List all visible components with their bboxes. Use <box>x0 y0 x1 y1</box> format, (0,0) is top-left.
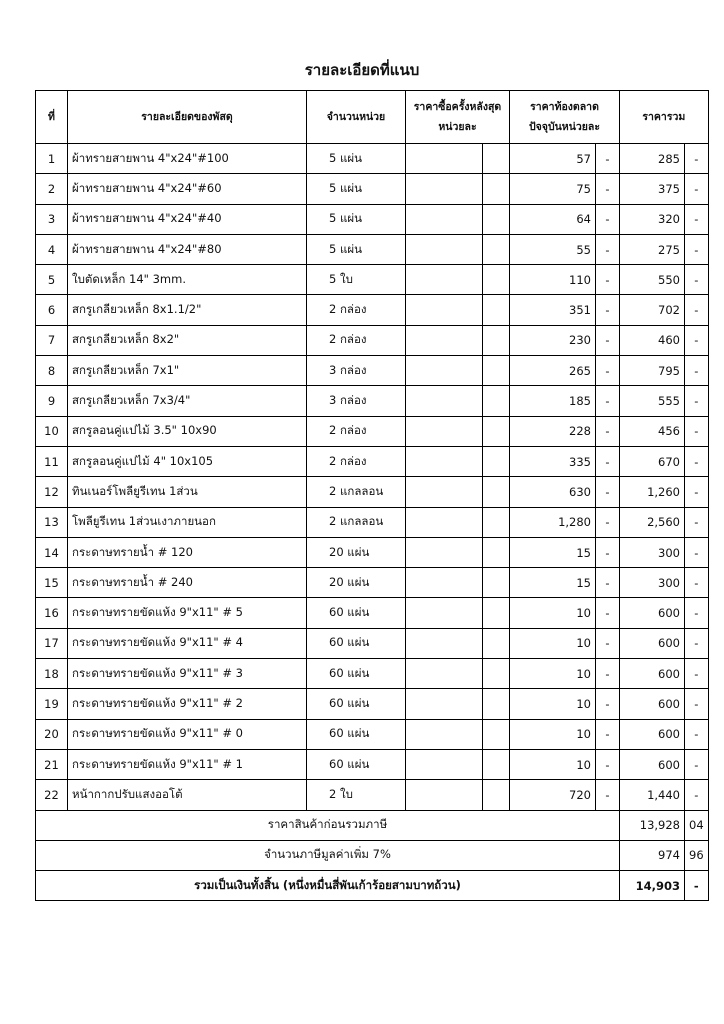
total-price: 375 <box>620 174 685 204</box>
item-description: สกรูเกลียวเหล็ก 7x3/4" <box>68 386 307 416</box>
market-price: 10 <box>510 659 596 689</box>
total-price-decimal: - <box>685 416 709 446</box>
market-price-decimal: - <box>596 234 620 264</box>
grand-total-row <box>36 871 709 901</box>
market-price: 110 <box>510 265 596 295</box>
total-price-decimal: - <box>685 568 709 598</box>
total-price-decimal: - <box>685 719 709 749</box>
total-price: 600 <box>620 749 685 779</box>
market-price-decimal: - <box>596 749 620 779</box>
total-price-decimal: - <box>685 537 709 567</box>
table-row <box>36 174 709 204</box>
market-price-decimal: - <box>596 628 620 658</box>
row-number: 18 <box>36 659 68 689</box>
last-price-cell <box>406 507 483 537</box>
market-price-decimal: - <box>596 325 620 355</box>
row-number: 9 <box>36 386 68 416</box>
page-title: รายละเอียดที่แนบ <box>304 61 420 79</box>
row-number: 22 <box>36 780 68 810</box>
table-row <box>36 568 709 598</box>
last-price-decimal <box>483 174 510 204</box>
table-row <box>36 477 709 507</box>
market-price: 75 <box>510 174 596 204</box>
item-description: หน้ากากปรับแสงออโต้ <box>68 780 307 810</box>
table-row <box>36 780 709 810</box>
item-quantity: 60 แผ่น <box>307 689 406 719</box>
last-price-cell <box>406 386 483 416</box>
item-description: ใบตัดเหล็ก 14" 3mm. <box>68 265 307 295</box>
item-quantity: 5 ใบ <box>307 265 406 295</box>
market-price: 265 <box>510 356 596 386</box>
item-quantity: 5 แผ่น <box>307 204 406 234</box>
total-price-decimal: - <box>685 749 709 779</box>
market-price: 55 <box>510 234 596 264</box>
table-row <box>36 749 709 779</box>
last-price-cell <box>406 659 483 689</box>
subtotal-label: ราคาสินค้าก่อนรวมภาษี <box>36 810 620 840</box>
row-number: 4 <box>36 234 68 264</box>
last-price-decimal <box>483 689 510 719</box>
item-quantity: 2 กล่อง <box>307 295 406 325</box>
market-price: 10 <box>510 628 596 658</box>
market-price: 351 <box>510 295 596 325</box>
item-description: สกรูลอนคู่แปไม้ 3.5" 10x90 <box>68 416 307 446</box>
vat-decimal: 96 <box>685 840 709 870</box>
row-number: 20 <box>36 719 68 749</box>
total-price-decimal: - <box>685 446 709 476</box>
item-quantity: 20 แผ่น <box>307 537 406 567</box>
last-price-cell <box>406 598 483 628</box>
item-quantity: 60 แผ่น <box>307 719 406 749</box>
table-row <box>36 446 709 476</box>
table-header-row <box>36 91 709 144</box>
row-number: 13 <box>36 507 68 537</box>
market-price: 335 <box>510 446 596 476</box>
item-description: สกรูลอนคู่แปไม้ 4" 10x105 <box>68 446 307 476</box>
table-row <box>36 628 709 658</box>
market-price: 720 <box>510 780 596 810</box>
last-price-decimal <box>483 749 510 779</box>
item-description: สกรูเกลียวเหล็ก 8x2" <box>68 325 307 355</box>
table-row <box>36 204 709 234</box>
total-price-decimal: - <box>685 507 709 537</box>
last-price-cell <box>406 265 483 295</box>
item-quantity: 2 กล่อง <box>307 325 406 355</box>
market-price-decimal: - <box>596 265 620 295</box>
row-number: 12 <box>36 477 68 507</box>
market-price: 10 <box>510 749 596 779</box>
total-price-decimal: - <box>685 174 709 204</box>
market-price-decimal: - <box>596 507 620 537</box>
header-description: รายละเอียดของพัสดุ <box>68 91 307 144</box>
last-price-cell <box>406 749 483 779</box>
row-number: 7 <box>36 325 68 355</box>
item-quantity: 60 แผ่น <box>307 659 406 689</box>
row-number: 3 <box>36 204 68 234</box>
header-quantity: จำนวนหน่วย <box>307 91 406 144</box>
last-price-decimal <box>483 507 510 537</box>
item-quantity: 60 แผ่น <box>307 628 406 658</box>
total-price: 795 <box>620 356 685 386</box>
market-price: 10 <box>510 689 596 719</box>
table-row <box>36 144 709 174</box>
row-number: 8 <box>36 356 68 386</box>
table-row <box>36 416 709 446</box>
grand-total-value: 14,903 <box>620 871 685 901</box>
last-price-cell <box>406 537 483 567</box>
items-table <box>35 90 709 901</box>
market-price-decimal: - <box>596 416 620 446</box>
row-number: 14 <box>36 537 68 567</box>
last-price-decimal <box>483 628 510 658</box>
item-description: ผ้าทรายสายพาน 4"x24"#40 <box>68 204 307 234</box>
item-quantity: 3 กล่อง <box>307 356 406 386</box>
market-price-decimal: - <box>596 446 620 476</box>
last-price-cell <box>406 204 483 234</box>
market-price-decimal: - <box>596 719 620 749</box>
market-price: 10 <box>510 598 596 628</box>
row-number: 11 <box>36 446 68 476</box>
item-description: กระดาษทรายน้ำ # 240 <box>68 568 307 598</box>
last-price-decimal <box>483 446 510 476</box>
table-body <box>36 144 709 811</box>
market-price: 57 <box>510 144 596 174</box>
last-price-decimal <box>483 568 510 598</box>
market-price: 630 <box>510 477 596 507</box>
market-price: 230 <box>510 325 596 355</box>
total-price-decimal: - <box>685 265 709 295</box>
last-price-decimal <box>483 537 510 567</box>
item-description: กระดาษทรายขัดแห้ง 9"x11" # 1 <box>68 749 307 779</box>
last-price-decimal <box>483 325 510 355</box>
last-price-cell <box>406 477 483 507</box>
total-price: 1,260 <box>620 477 685 507</box>
item-quantity: 2 ใบ <box>307 780 406 810</box>
total-price-decimal: - <box>685 598 709 628</box>
last-price-cell <box>406 234 483 264</box>
last-price-decimal <box>483 234 510 264</box>
header-market-price: ราคาท้องตลาด ปัจจุบันหน่วยละ <box>510 91 620 144</box>
market-price-decimal: - <box>596 295 620 325</box>
last-price-decimal <box>483 780 510 810</box>
subtotal-value: 13,928 <box>620 810 685 840</box>
market-price: 10 <box>510 719 596 749</box>
total-price-decimal: - <box>685 659 709 689</box>
item-quantity: 2 กล่อง <box>307 446 406 476</box>
row-number: 16 <box>36 598 68 628</box>
total-price: 275 <box>620 234 685 264</box>
total-price-decimal: - <box>685 144 709 174</box>
item-description: กระดาษทรายขัดแห้ง 9"x11" # 3 <box>68 659 307 689</box>
market-price-decimal: - <box>596 780 620 810</box>
last-price-decimal <box>483 386 510 416</box>
header-last-price: ราคาซื้อครั้งหลังสุด หน่วยละ <box>406 91 510 144</box>
market-price: 15 <box>510 537 596 567</box>
last-price-cell <box>406 446 483 476</box>
item-quantity: 20 แผ่น <box>307 568 406 598</box>
item-description: กระดาษทรายขัดแห้ง 9"x11" # 0 <box>68 719 307 749</box>
row-number: 2 <box>36 174 68 204</box>
table-row <box>36 537 709 567</box>
total-price: 600 <box>620 689 685 719</box>
last-price-decimal <box>483 265 510 295</box>
market-price-decimal: - <box>596 689 620 719</box>
market-price-decimal: - <box>596 537 620 567</box>
table-row <box>36 659 709 689</box>
market-price-decimal: - <box>596 204 620 234</box>
table-row <box>36 386 709 416</box>
market-price-decimal: - <box>596 174 620 204</box>
row-number: 19 <box>36 689 68 719</box>
total-price: 285 <box>620 144 685 174</box>
total-price-decimal: - <box>685 689 709 719</box>
last-price-decimal <box>483 659 510 689</box>
row-number: 1 <box>36 144 68 174</box>
item-quantity: 3 กล่อง <box>307 386 406 416</box>
total-price: 702 <box>620 295 685 325</box>
grand-total-label: รวมเป็นเงินทั้งสิ้น (หนึ่งหมื่นสี่พันเก้าร้อยสามบาทถ้วน) <box>36 871 620 901</box>
item-description: กระดาษทรายขัดแห้ง 9"x11" # 2 <box>68 689 307 719</box>
row-number: 6 <box>36 295 68 325</box>
total-price-decimal: - <box>685 386 709 416</box>
subtotal-row <box>36 810 709 840</box>
item-quantity: 5 แผ่น <box>307 144 406 174</box>
item-quantity: 60 แผ่น <box>307 749 406 779</box>
table-row <box>36 719 709 749</box>
total-price-decimal: - <box>685 325 709 355</box>
last-price-cell <box>406 174 483 204</box>
last-price-decimal <box>483 144 510 174</box>
table-row <box>36 295 709 325</box>
market-price: 64 <box>510 204 596 234</box>
total-price: 456 <box>620 416 685 446</box>
market-price-decimal: - <box>596 477 620 507</box>
header-no: ที่ <box>36 91 68 144</box>
total-price: 670 <box>620 446 685 476</box>
total-price: 300 <box>620 537 685 567</box>
total-price: 550 <box>620 265 685 295</box>
market-price-decimal: - <box>596 356 620 386</box>
vat-value: 974 <box>620 840 685 870</box>
item-quantity: 2 กล่อง <box>307 416 406 446</box>
item-quantity: 5 แผ่น <box>307 174 406 204</box>
table-row <box>36 356 709 386</box>
item-description: โพลียูรีเทน 1ส่วนเงาภายนอก <box>68 507 307 537</box>
last-price-cell <box>406 144 483 174</box>
total-price: 555 <box>620 386 685 416</box>
total-price: 2,560 <box>620 507 685 537</box>
item-quantity: 2 แกลลอน <box>307 477 406 507</box>
item-description: กระดาษทรายน้ำ # 120 <box>68 537 307 567</box>
total-price-decimal: - <box>685 204 709 234</box>
last-price-decimal <box>483 416 510 446</box>
total-price: 320 <box>620 204 685 234</box>
item-quantity: 60 แผ่น <box>307 598 406 628</box>
last-price-cell <box>406 325 483 355</box>
last-price-cell <box>406 719 483 749</box>
last-price-cell <box>406 416 483 446</box>
item-description: ผ้าทรายสายพาน 4"x24"#80 <box>68 234 307 264</box>
total-price: 600 <box>620 659 685 689</box>
last-price-cell <box>406 356 483 386</box>
row-number: 5 <box>36 265 68 295</box>
total-price: 300 <box>620 568 685 598</box>
last-price-decimal <box>483 356 510 386</box>
market-price: 1,280 <box>510 507 596 537</box>
last-price-decimal <box>483 295 510 325</box>
total-price-decimal: - <box>685 477 709 507</box>
last-price-cell <box>406 628 483 658</box>
item-description: ผ้าทรายสายพาน 4"x24"#100 <box>68 144 307 174</box>
row-number: 10 <box>36 416 68 446</box>
total-price: 600 <box>620 598 685 628</box>
vat-label: จำนวนภาษีมูลค่าเพิ่ม 7% <box>36 840 620 870</box>
total-price-decimal: - <box>685 234 709 264</box>
total-price-decimal: - <box>685 356 709 386</box>
table-row <box>36 325 709 355</box>
last-price-decimal <box>483 477 510 507</box>
last-price-cell <box>406 689 483 719</box>
last-price-decimal <box>483 598 510 628</box>
item-description: กระดาษทรายขัดแห้ง 9"x11" # 5 <box>68 598 307 628</box>
market-price-decimal: - <box>596 386 620 416</box>
total-price: 600 <box>620 628 685 658</box>
item-quantity: 2 แกลลอน <box>307 507 406 537</box>
total-price-decimal: - <box>685 295 709 325</box>
row-number: 21 <box>36 749 68 779</box>
total-price-decimal: - <box>685 628 709 658</box>
last-price-decimal <box>483 204 510 234</box>
last-price-decimal <box>483 719 510 749</box>
last-price-cell <box>406 568 483 598</box>
table-row <box>36 265 709 295</box>
total-price: 600 <box>620 719 685 749</box>
row-number: 17 <box>36 628 68 658</box>
table-row <box>36 689 709 719</box>
market-price: 228 <box>510 416 596 446</box>
item-description: สกรูเกลียวเหล็ก 7x1" <box>68 356 307 386</box>
item-description: กระดาษทรายขัดแห้ง 9"x11" # 4 <box>68 628 307 658</box>
last-price-cell <box>406 295 483 325</box>
total-price-decimal: - <box>685 780 709 810</box>
market-price: 185 <box>510 386 596 416</box>
table-row <box>36 234 709 264</box>
item-quantity: 5 แผ่น <box>307 234 406 264</box>
market-price-decimal: - <box>596 659 620 689</box>
market-price: 15 <box>510 568 596 598</box>
vat-row <box>36 840 709 870</box>
market-price-decimal: - <box>596 598 620 628</box>
market-price-decimal: - <box>596 144 620 174</box>
header-total: ราคารวม <box>620 91 709 144</box>
total-price: 460 <box>620 325 685 355</box>
table-row <box>36 507 709 537</box>
item-description: ผ้าทรายสายพาน 4"x24"#60 <box>68 174 307 204</box>
subtotal-decimal: 04 <box>685 810 709 840</box>
row-number: 15 <box>36 568 68 598</box>
last-price-cell <box>406 780 483 810</box>
market-price-decimal: - <box>596 568 620 598</box>
grand-total-decimal: - <box>685 871 709 901</box>
item-description: ทินเนอร์โพลียูรีเทน 1ส่วน <box>68 477 307 507</box>
item-description: สกรูเกลียวเหล็ก 8x1.1/2" <box>68 295 307 325</box>
total-price: 1,440 <box>620 780 685 810</box>
table-row <box>36 598 709 628</box>
